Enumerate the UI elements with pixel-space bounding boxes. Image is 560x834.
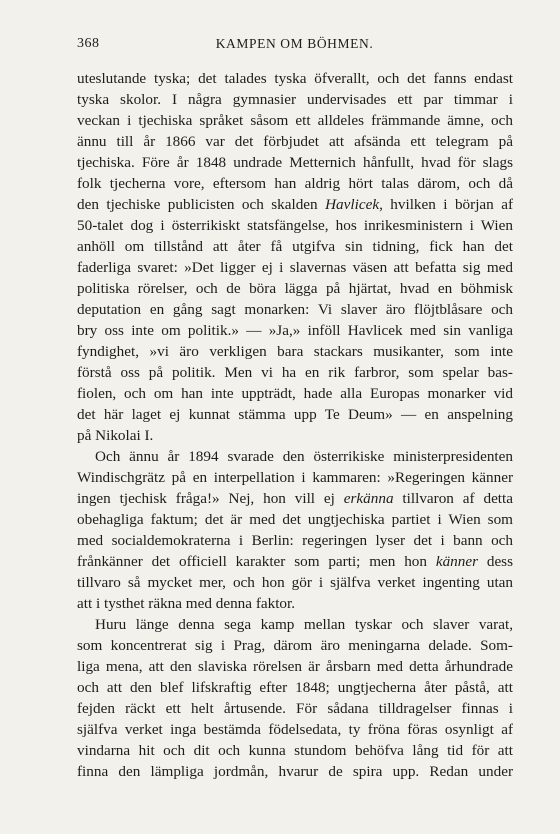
text-line: Och ännu år 1894 svarade den österrikiske ministerpresidenten [95,448,513,465]
page-number: 368 [77,36,100,51]
text-segment: , hvilken i början af [379,196,513,213]
text-segment: den tjechiske publicisten och skalden [77,196,326,213]
text-line: förstå oss på politik. Men vi ha en rik farbror, som spelar bas- [77,364,513,381]
text-line: på Nikolai I. [77,427,154,444]
text-line: tillvaro så mycket mer, och hon gör i själfva verket ingenting utan [77,574,513,591]
text-line: och att den blef lifskraftig efter 1848; ungtjecherna åter påstå, att [77,679,513,696]
italic-word: erkänna [343,490,394,507]
text-line: 50-talet dog i österrikiskt statsfängelse, hos inrikesministern i Wien [77,217,513,234]
text-line: ännu till år 1866 var det förbjudet att afsända ett telegram på [77,133,513,150]
text-segment: frånkänner det officiell karakter som parti; men hon [77,553,436,570]
text-line: bry oss inte om politik.» — »Ja,» inföll Havlicek med sin vanliga [77,322,513,339]
text-line: tyska skolor. I några gymnasier undervisades ett par timmar i [77,91,513,108]
text-line: det här laget ej kunnat stämma upp Te Deum» — en anspelning [77,406,513,423]
text-line: politiska rörelser, och de böra lägga på hjärtat, hvad en böhmisk [77,280,513,297]
text-line: Huru länge denna sega kamp mellan tyskar och slaver varat, [95,616,513,633]
running-title: KAMPEN OM BÖHMEN. [215,36,374,51]
text-line: som koncentrerat sig i Prag, därom äro meningarna delade. Som- [77,637,513,654]
text-line [77,551,513,572]
text-line: fyndighet, »vi äro verkligen bara stackars musikanter, som inte [77,343,513,360]
text-line: med socialdemokraterna i Berlin: regeringen lyser det i bann och [77,532,513,549]
text-line: veckan i tjechiska språket såsom ett alldeles främmande ämne, och [77,112,513,129]
text-line: anhöll om tillstånd att åter få utgifva sin tidning, fick han det [77,238,513,255]
text-segment: ingen tjechisk fråga!» Nej, hon vill ej [77,490,344,507]
text-line [77,488,513,509]
text-line: själfva verket inga bestämda födelsedata, ty fröna föras osynligt af [77,721,513,738]
text-line: att i tysthet räkna med denna faktor. [77,595,296,612]
page-header [77,36,512,58]
text-line: liga mena, att den slaviska rörelsen är årsbarn med detta århundrade [77,658,513,675]
text-line: obehagliga faktum; det är med det ungtjechiska partiet i Wien som [77,511,513,528]
text-line: vindarna hit och dit och kunna stundom behöfva lång tid för att [77,742,513,759]
text-segment: tillvaron af detta [393,490,513,507]
text-line: fiolen, och om han inte uppträdt, hade alla Europas monarker vid [77,385,513,402]
text-line: folk tjecherna vore, eftersom han aldrig hört talas därom, och då [77,175,513,192]
italic-word: Havlicek [325,196,380,213]
body-text [77,68,513,782]
text-line: Windischgrätz på en interpellation i kammaren: »Regeringen känner [77,469,513,486]
text-line: faderliga svaret: »Det ligger ej i slavernas väsen att befatta sig med [77,259,513,276]
text-line [77,194,513,215]
text-line: uteslutande tyska; det talades tyska öfverallt, och det fanns endast [77,70,513,87]
italic-word: känner [435,553,479,570]
text-line: deputation en gång sagt monarken: Vi slaver äro flöjtblåsare och [77,301,513,318]
text-line: tjechiska. Före år 1848 undrade Metternich hånfullt, hvad för slags [77,154,513,171]
text-line: finna den lämpliga jordmån, hvarur de spira upp. Redan under [77,763,513,780]
text-segment: dess [478,553,513,570]
text-line: fejden räckt ett helt årtusende. För sådana tilldragelser finnas i [77,700,513,717]
